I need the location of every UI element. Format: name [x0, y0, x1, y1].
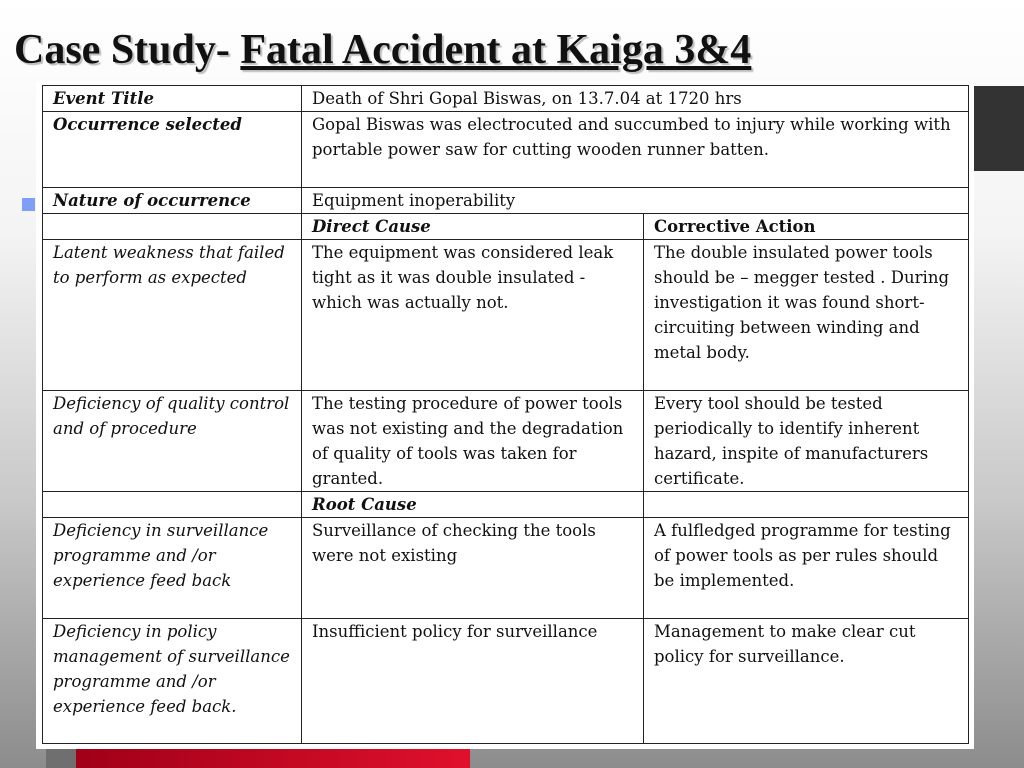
title-prefix: Case Study-: [14, 27, 230, 73]
row-action: Management to make clear cut policy for surveillance.: [644, 619, 969, 744]
title-main: Fatal Accident at Kaiga 3&4: [240, 27, 752, 73]
decorative-red-strip: [76, 748, 470, 768]
empty-cell: [43, 492, 302, 518]
corrective-action-header: Corrective Action: [644, 214, 969, 240]
table-row-root-cause-header: [43, 492, 969, 518]
row-label: Deficiency of quality control and of procedure: [43, 391, 302, 492]
bullet-square-icon: [22, 198, 35, 211]
direct-cause-header: Direct Cause: [302, 214, 644, 240]
table-row: [43, 240, 969, 391]
row-label: Latent weakness that failed to perform as expected: [43, 240, 302, 391]
empty-cell: [43, 214, 302, 240]
event-title-label: Event Title: [43, 86, 302, 112]
slide-title: [14, 22, 751, 78]
nature-value: Equipment inoperability: [302, 188, 969, 214]
row-action: Every tool should be tested periodically to identify inherent hazard, inspite of manufacturers certificate.: [644, 391, 969, 492]
table-row: [43, 391, 969, 492]
row-cause: Insufficient policy for surveillance: [302, 619, 644, 744]
row-action: A fulfledged programme for testing of power tools as per rules should be implemented.: [644, 518, 969, 619]
row-label: Deficiency in policy management of surveillance programme and /or experience feed back.: [43, 619, 302, 744]
case-study-table-panel: [36, 81, 974, 749]
table-row-event-title: [43, 86, 969, 112]
table-row-occurrence: [43, 112, 969, 188]
empty-cell: [644, 492, 969, 518]
table-row: [43, 518, 969, 619]
occurrence-label: Occurrence selected: [43, 112, 302, 188]
case-study-table: [42, 85, 969, 744]
row-action: The double insulated power tools should be – megger tested . During investigation it was found short-circuiting between winding and metal body.: [644, 240, 969, 391]
table-row: [43, 619, 969, 744]
nature-label: Nature of occurrence: [43, 188, 302, 214]
event-title-value: Death of Shri Gopal Biswas, on 13.7.04 at 1720 hrs: [302, 86, 969, 112]
row-cause: The equipment was considered leak tight as it was double insulated -which was actually not.: [302, 240, 644, 391]
table-row-direct-cause-header: [43, 214, 969, 240]
occurrence-value: Gopal Biswas was electrocuted and succumbed to injury while working with portable power saw for cutting wooden runner batten.: [302, 112, 969, 188]
root-cause-header: Root Cause: [302, 492, 644, 518]
decorative-dark-bar: [973, 86, 1024, 171]
row-label: Deficiency in surveillance programme and /or experience feed back: [43, 518, 302, 619]
table-row-nature: [43, 188, 969, 214]
decorative-grey-strip: [46, 748, 76, 768]
row-cause: The testing procedure of power tools was not existing and the degradation of quality of tools was taken for granted.: [302, 391, 644, 492]
row-cause: Surveillance of checking the tools were not existing: [302, 518, 644, 619]
